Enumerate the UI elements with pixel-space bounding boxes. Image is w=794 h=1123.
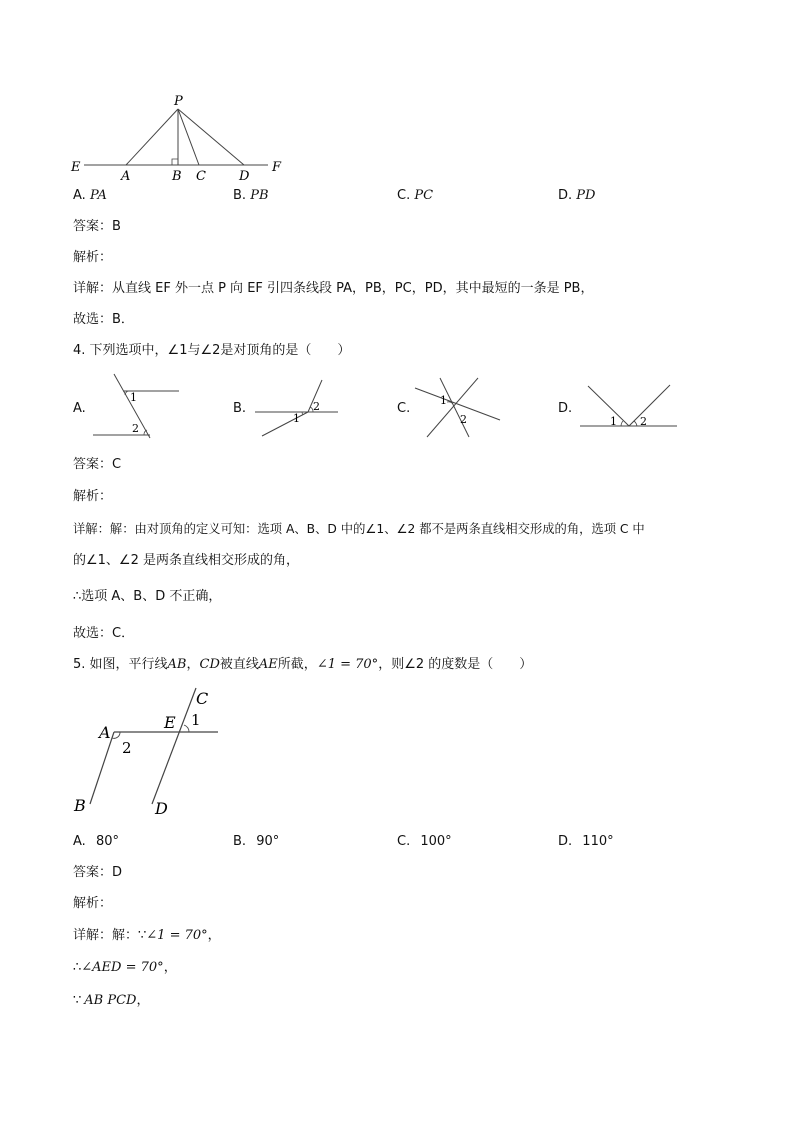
angle-label-2: 2 bbox=[122, 739, 132, 757]
label-p: P bbox=[174, 94, 183, 109]
q4-figure-b bbox=[250, 375, 345, 439]
angle-label-1: 1 bbox=[191, 711, 201, 729]
option-value: 90° bbox=[256, 834, 280, 849]
label-a: A bbox=[99, 723, 111, 742]
right-angle-mark bbox=[172, 159, 178, 165]
angle-label-1: 1 bbox=[440, 394, 447, 407]
q5-answer: 答案：D bbox=[73, 865, 123, 880]
label-a: A bbox=[121, 169, 131, 184]
q5-therefore: ∴∠AED = 70°， bbox=[73, 960, 177, 975]
angle-label-2: 2 bbox=[640, 415, 647, 428]
option-value: PB bbox=[250, 188, 269, 203]
option-value: 80° bbox=[95, 834, 119, 849]
angle-label-2: 2 bbox=[313, 400, 320, 413]
q3-option-a[interactable] bbox=[73, 187, 107, 205]
option-letter: B. bbox=[233, 188, 247, 203]
q4-therefore: ∴选项 A、B、D 不正确， bbox=[73, 589, 222, 604]
q5-analysis-label: 解析： bbox=[73, 896, 113, 911]
angle-label-1: 1 bbox=[293, 412, 300, 425]
label-c: C bbox=[196, 689, 209, 708]
angle-label-1: 1 bbox=[610, 415, 617, 428]
label-c: C bbox=[196, 169, 206, 184]
label-b: B bbox=[172, 169, 182, 184]
angle-label-2: 2 bbox=[132, 422, 139, 435]
option-letter: D. bbox=[558, 834, 573, 849]
label-d: D bbox=[155, 799, 168, 818]
q3-option-b[interactable] bbox=[233, 187, 269, 205]
label-e: E bbox=[164, 713, 176, 732]
q4-detail-line-2: 的∠1、∠2 是两条直线相交形成的角， bbox=[73, 553, 299, 568]
q4-option-b-letter[interactable]: B. bbox=[233, 401, 247, 416]
q5-option-c[interactable] bbox=[397, 833, 452, 851]
option-letter: B. bbox=[233, 834, 247, 849]
q4-conclusion: 故选：C． bbox=[73, 626, 135, 641]
q3-analysis-label: 解析： bbox=[73, 250, 113, 265]
q3-conclusion: 故选：B． bbox=[73, 312, 134, 327]
q4-figure-c bbox=[412, 375, 507, 439]
q4-option-d-letter[interactable]: D. bbox=[558, 401, 573, 416]
angle-label-2: 2 bbox=[460, 413, 467, 426]
line-ab bbox=[90, 732, 114, 804]
option-value: 110° bbox=[582, 834, 614, 849]
q5-option-d[interactable] bbox=[558, 833, 614, 851]
option-letter: C. bbox=[397, 834, 411, 849]
option-letter: A. bbox=[73, 834, 86, 849]
q4-answer: 答案：C bbox=[73, 457, 122, 472]
q4-detail-line-1: 详解：解：由对顶角的定义可知：选项 A、B、D 中的∠1、∠2 都不是两条直线相交形成的角，选项 C 中 bbox=[73, 522, 645, 536]
option-letter: C. bbox=[397, 188, 411, 203]
q4-figure-a bbox=[90, 372, 190, 444]
segment-pd bbox=[178, 109, 244, 165]
q4-analysis-label: 解析： bbox=[73, 489, 113, 504]
option-value: PA bbox=[89, 188, 107, 203]
option-value: 100° bbox=[420, 834, 452, 849]
label-e: E bbox=[71, 160, 81, 175]
q4-option-a-letter[interactable]: A. bbox=[73, 401, 86, 416]
segment-pa bbox=[126, 109, 178, 165]
q3-option-d[interactable] bbox=[558, 187, 595, 205]
q3-detail: 详解：从直线 EF 外一点 P 向 EF 引四条线段 PA，PB，PC，PD，其中最短的一条是 PB， bbox=[73, 281, 594, 296]
q4-figure-d bbox=[576, 380, 681, 432]
label-b: B bbox=[74, 796, 86, 815]
label-d: D bbox=[239, 169, 250, 184]
q3-answer: 答案：B bbox=[73, 219, 121, 234]
q4-question: 4. 下列选项中，∠1与∠2是对顶角的是（ ） bbox=[73, 343, 351, 358]
option-value: PC bbox=[414, 188, 434, 203]
q4-option-c-letter[interactable]: C. bbox=[397, 401, 411, 416]
q5-option-b[interactable] bbox=[233, 833, 279, 851]
line-cd bbox=[152, 688, 196, 804]
q3-figure bbox=[68, 92, 288, 184]
angle-label-1: 1 bbox=[130, 391, 137, 404]
q5-because: ∵ AB PCD， bbox=[73, 993, 150, 1008]
label-f: F bbox=[272, 160, 282, 175]
option-letter: A. bbox=[73, 188, 86, 203]
q5-detail: 详解：解：∵∠1 = 70°， bbox=[73, 928, 221, 943]
option-letter: D. bbox=[558, 188, 573, 203]
q5-option-a[interactable] bbox=[73, 833, 119, 851]
q3-option-c[interactable] bbox=[397, 187, 433, 205]
option-value: PD bbox=[576, 188, 596, 203]
q5-question: 5. 如图，平行线AB，CD被直线AE所截，∠1 = 70°，则∠2 的度数是（ ） bbox=[73, 657, 533, 672]
q5-figure bbox=[68, 682, 228, 820]
